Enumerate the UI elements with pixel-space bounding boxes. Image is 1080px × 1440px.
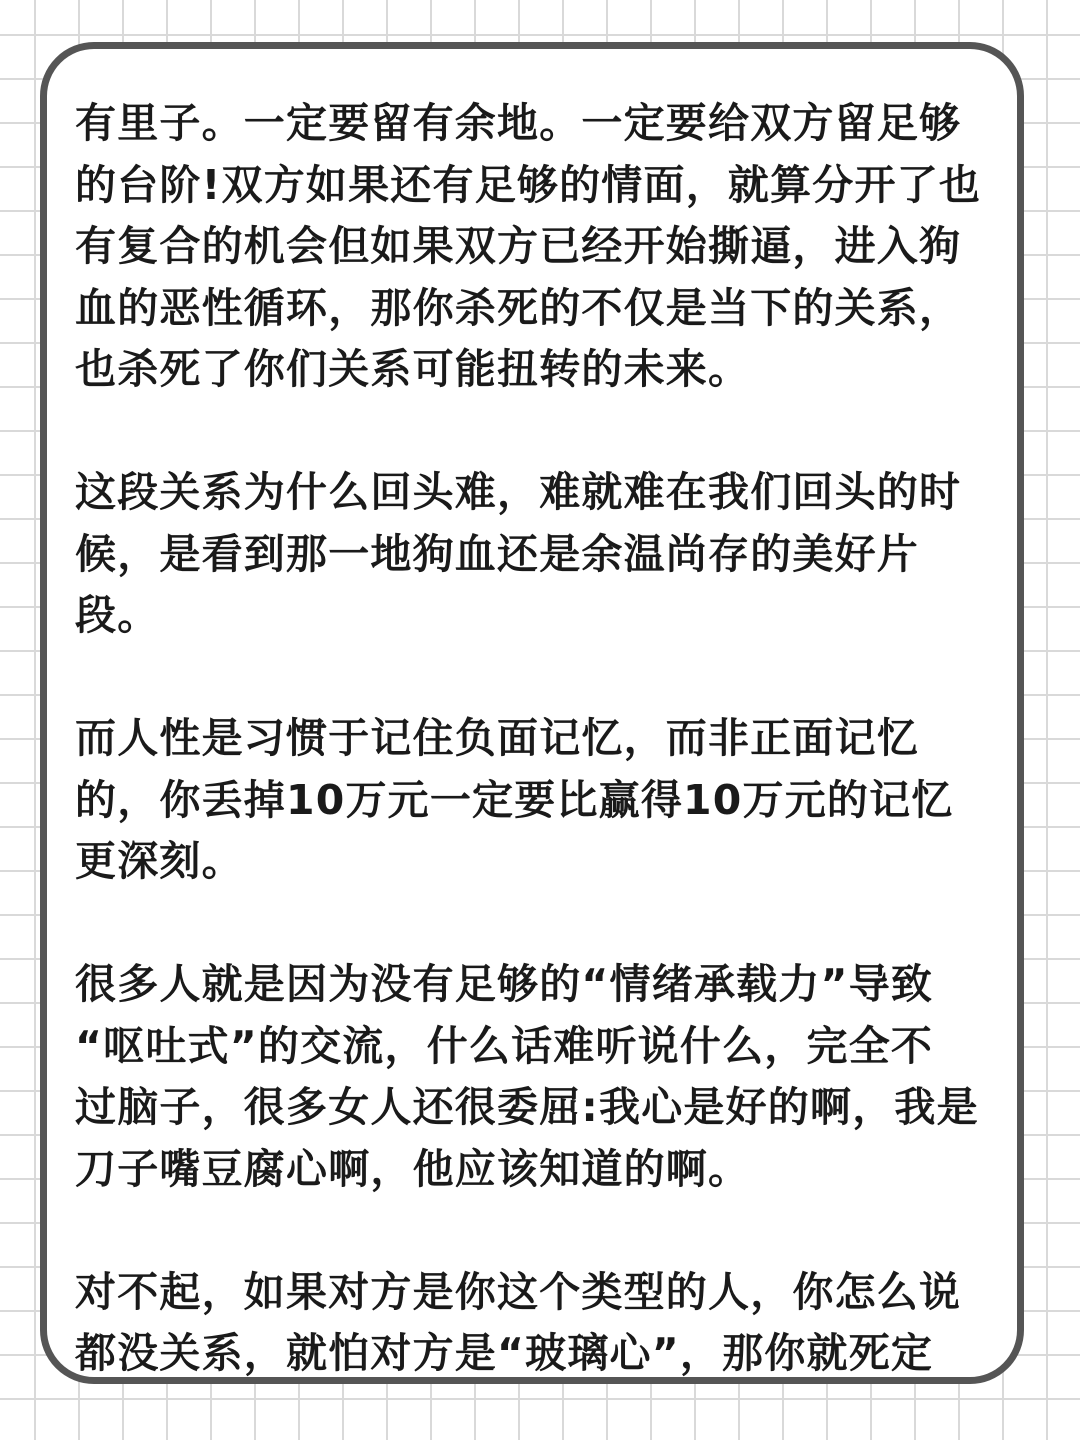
paragraph-3: 而人性是习惯于记住负面记忆，而非正面记忆 的，你丢掉10万元一定要比赢得10万元的记忆 更深刻。 (75, 714, 954, 885)
paragraph-5: 对不起，如果对方是你这个类型的人，你怎么说 都没关系，就怕对方是“玻璃心”，那你就死定 (75, 1267, 962, 1377)
paragraph-1: 有里子。一定要留有余地。一定要给双方留足够 的台阶!双方如果还有足够的情面，就算分开了也 有复合的机会但如果双方已经开始撕逼，进入狗 血的恶性循环，那你杀死的不仅是当下的关系， 也杀死了你们关系可能扭转的未来。 (75, 99, 982, 393)
paragraph-4: 很多人就是因为没有足够的“情绪承载力”导致 “呕吐式”的交流，什么话难听说什么，完全不 过脑子，很多女人还很委屈:我心是好的啊，我是 刀子嘴豆腐心啊，他应该知道的啊。 (75, 960, 979, 1193)
note-card (40, 42, 1024, 1384)
note-body (75, 93, 1015, 1384)
paragraph-2: 这段关系为什么回头难，难就难在我们回头的时 候，是看到那一地狗血还是余温尚存的美好片 段。 (75, 468, 962, 639)
